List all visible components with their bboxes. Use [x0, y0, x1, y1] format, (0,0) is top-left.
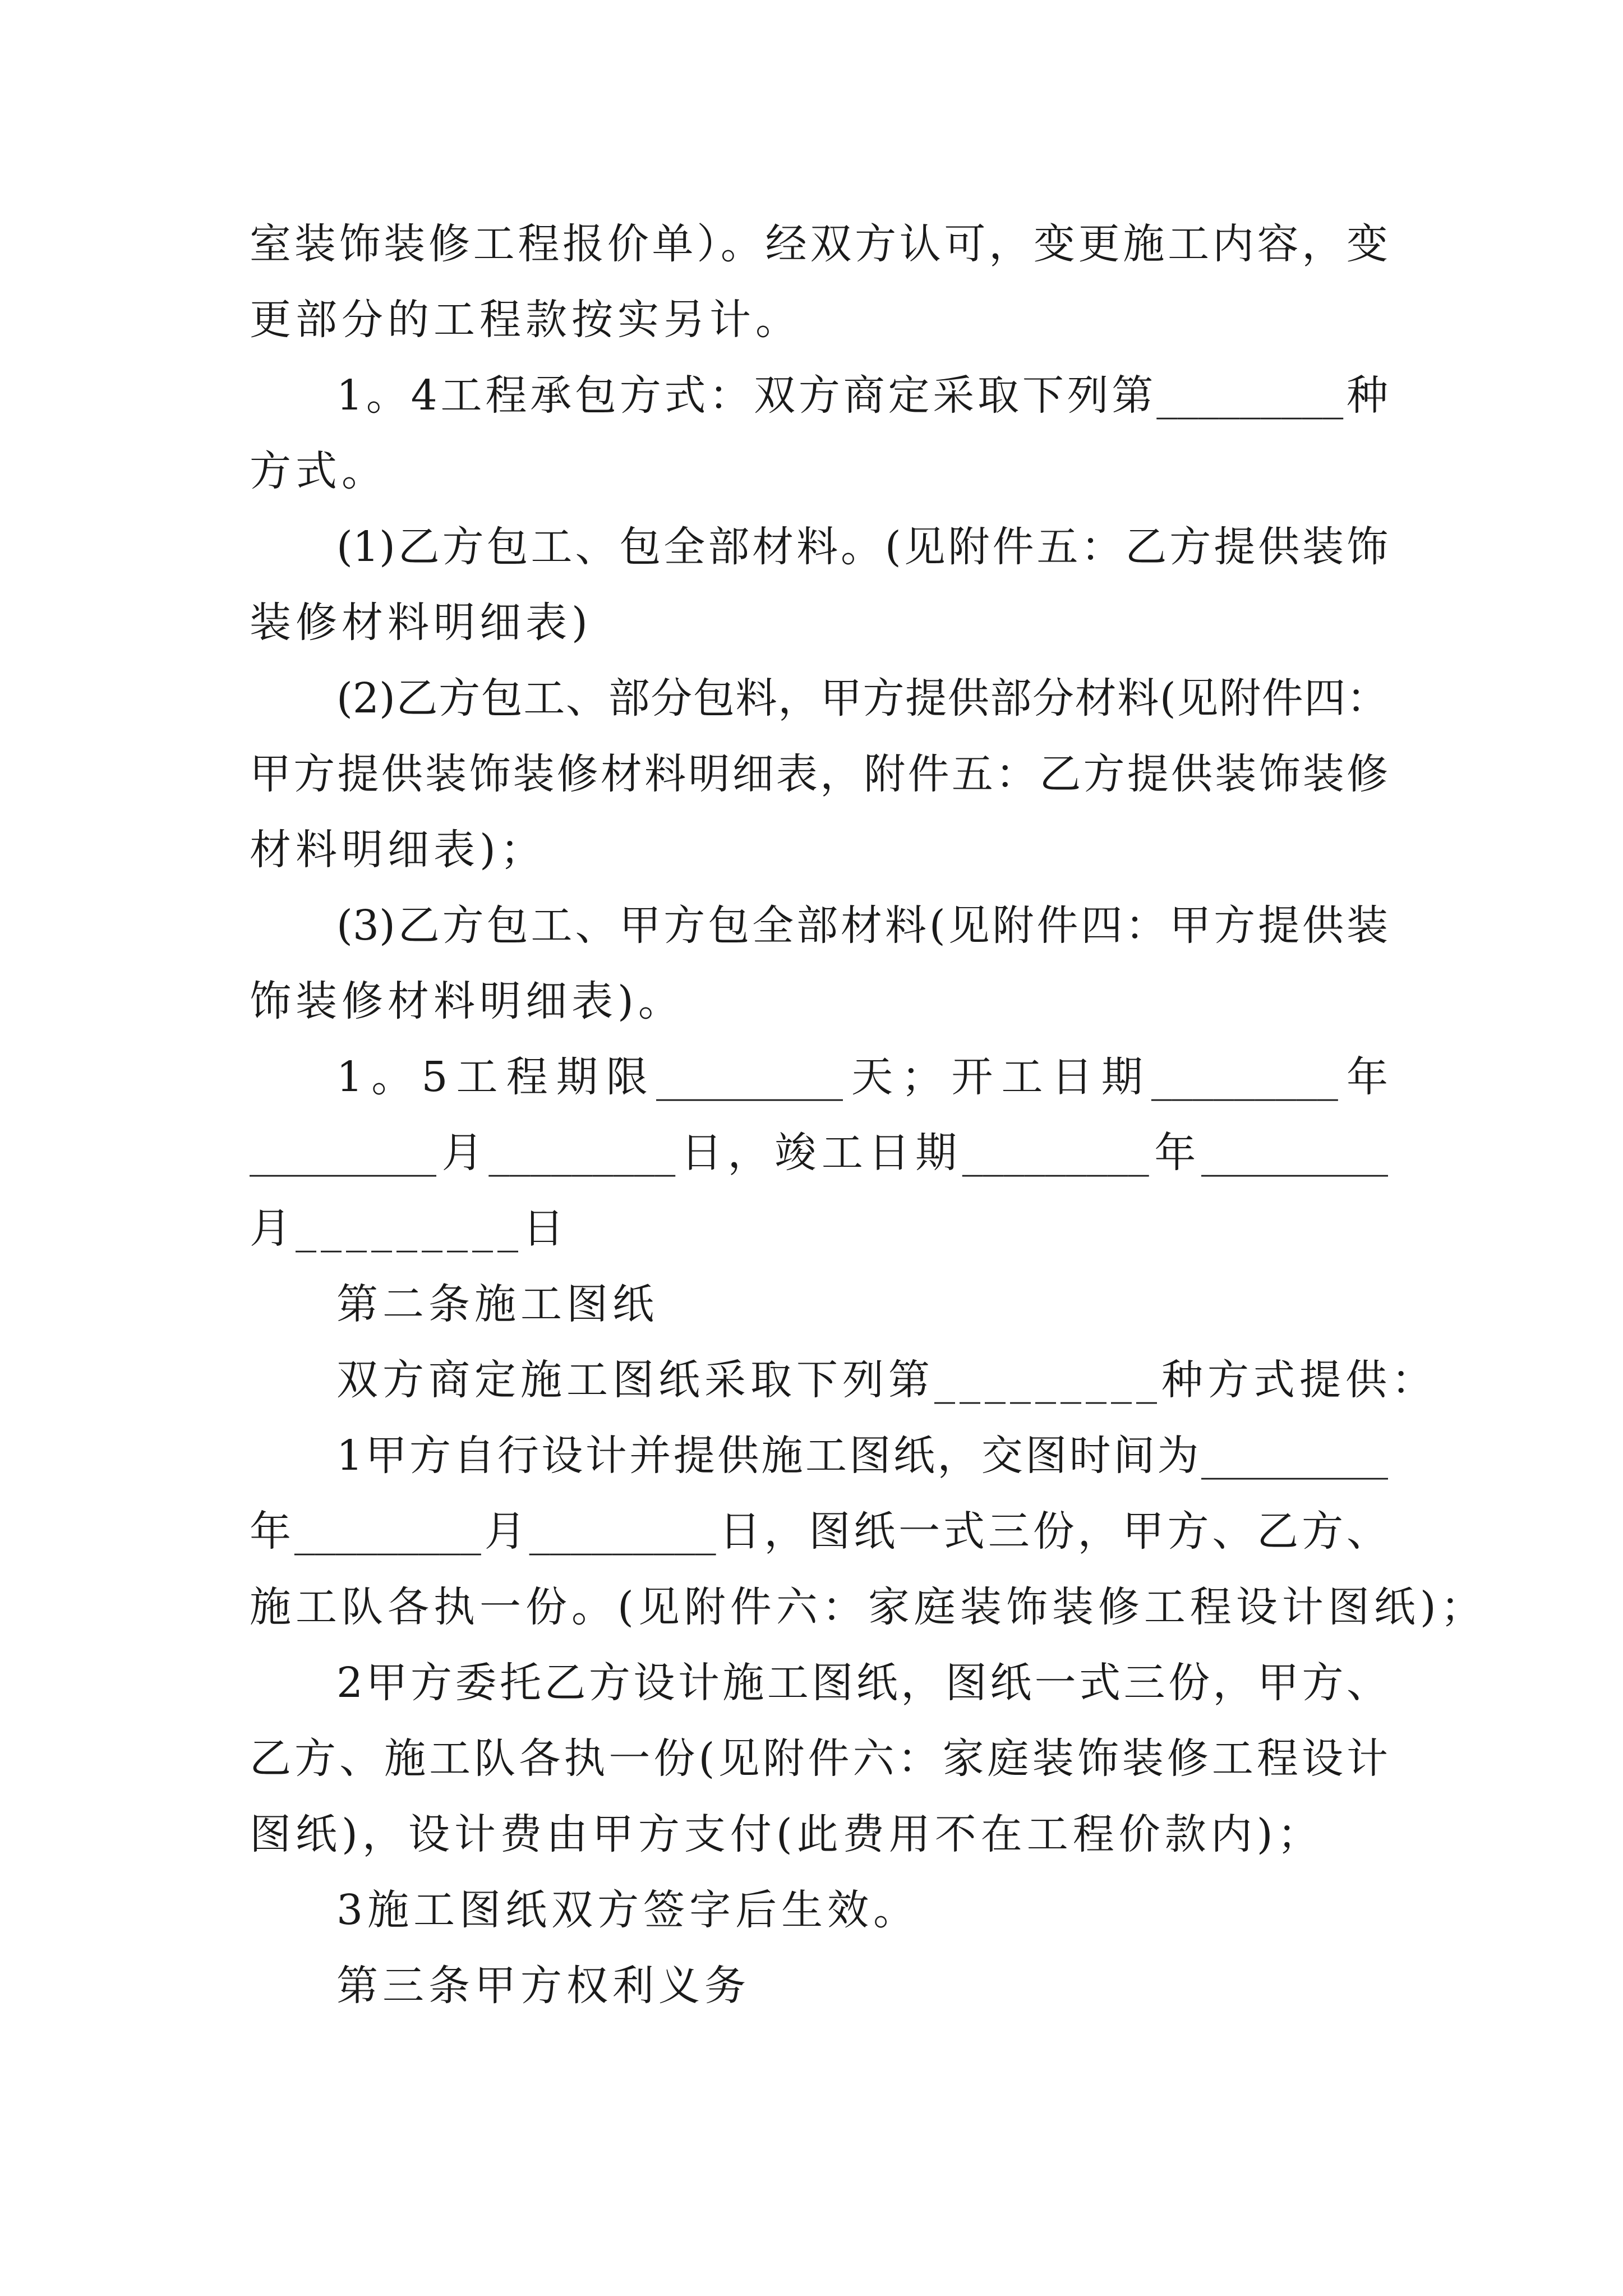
- text-line: 施工队各执一份。(见附件六：家庭装饰装修工程设计图纸)；: [250, 1583, 1487, 1631]
- text-line: 乙方、施工队各执一份(见附件六：家庭装饰装修工程设计: [250, 1734, 1388, 1783]
- text-line: 2甲方委托乙方设计施工图纸，图纸一式三份，甲方、: [336, 1659, 1388, 1707]
- text-line: 1。5工程期限_________天；开工日期_________年: [336, 1053, 1388, 1101]
- section-heading: 第三条甲方权利义务: [336, 1962, 750, 2010]
- text-line: _________月_________日，竣工日期_________年_________: [250, 1129, 1388, 1177]
- text-line: 室装饰装修工程报价单）。经双方认可，变更施工内容，变: [250, 220, 1388, 268]
- text-line: 材料明细表)；: [250, 826, 546, 874]
- text-line: (1)乙方包工、包全部材料。(见附件五：乙方提供装饰: [336, 523, 1388, 571]
- text-line: 图纸)，设计费由甲方支付(此费用不在工程价款内)；: [250, 1810, 1324, 1858]
- text-line: 1甲方自行设计并提供施工图纸，交图时间为_________: [336, 1432, 1388, 1480]
- text-line: 年_________月_________日，图纸一式三份，甲方、乙方、: [250, 1507, 1388, 1556]
- text-line: 月_________日: [250, 1204, 569, 1253]
- text-line: 1。4工程承包方式：双方商定采取下列第_________种: [336, 371, 1388, 420]
- text-line: 更部分的工程款按实另计。: [250, 296, 801, 344]
- text-line: (2)乙方包工、部分包料，甲方提供部分材料(见附件四：: [336, 674, 1388, 723]
- text-line: 甲方提供装饰装修材料明细表，附件五：乙方提供装饰装修: [250, 750, 1388, 798]
- text-line: 饰装修材料明细表)。: [250, 977, 684, 1025]
- section-heading: 第二条施工图纸: [336, 1280, 658, 1328]
- text-line: (3)乙方包工、甲方包全部材料(见附件四：甲方提供装: [336, 901, 1388, 950]
- text-line: 装修材料明细表): [250, 599, 592, 647]
- text-line: 双方商定施工图纸采取下列第_________种方式提供：: [336, 1356, 1437, 1404]
- text-line: 方式。: [250, 447, 388, 495]
- text-line: 3施工图纸双方签字后生效。: [336, 1886, 920, 1934]
